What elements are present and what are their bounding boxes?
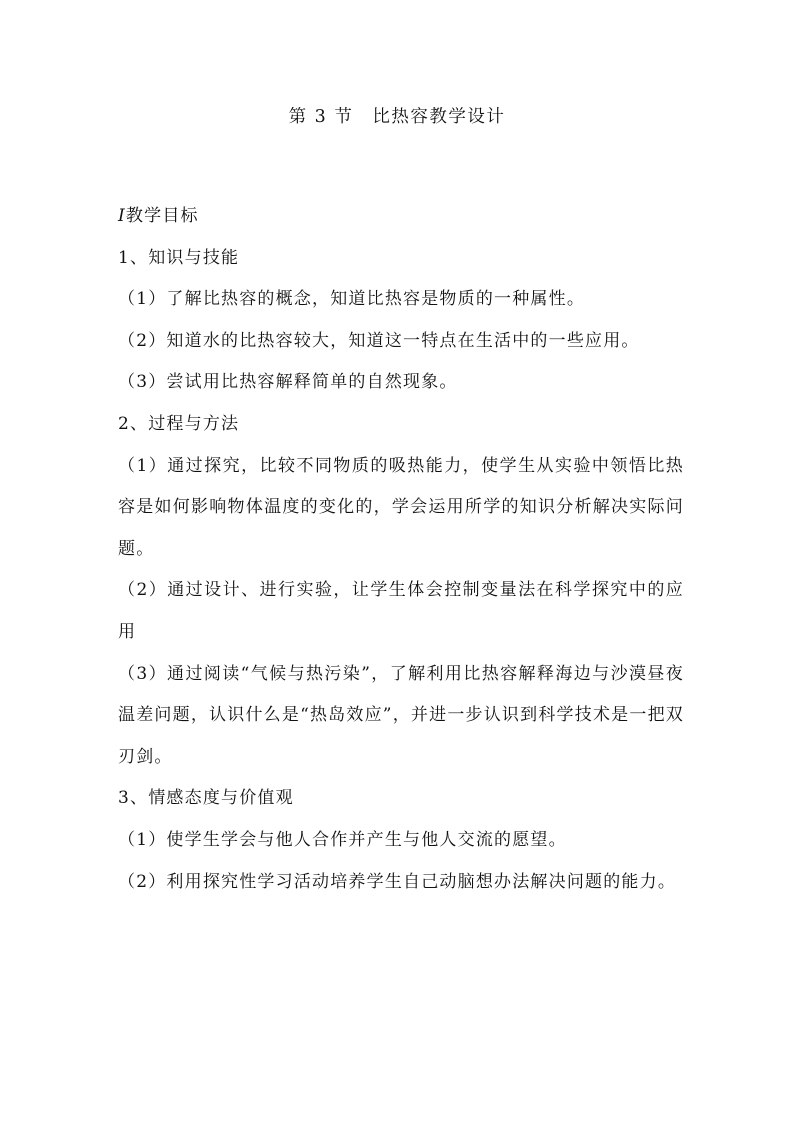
list-item: （2）利用探究性学习活动培养学生自己动脑想办法解决问题的能力。: [118, 871, 677, 892]
section-heading: [118, 196, 684, 238]
subsection-heading-attitude: 3、情感态度与价值观: [118, 788, 294, 809]
subsection-heading-knowledge: 1、知识与技能: [118, 247, 240, 268]
list-item: （2）知道水的比热容较大，知道这一特点在生活中的一些应用。: [118, 330, 640, 351]
list-item: （3）通过阅读“气候与热污染”，了解利用比热容解释海边与沙漠昼夜温差问题，认识什么是“热岛效应”，并进一步认识到科学技术是一把双刃剑。: [118, 663, 684, 767]
list-item: （3）尝试用比热容解释简单的自然现象。: [118, 372, 458, 393]
list-item: （1）通过探究，比较不同物质的吸热能力，使学生从实验中领悟比热容是如何影响物体温度的变化的，学会运用所学的知识分析解决实际问题。: [118, 455, 684, 559]
list-item: （2）通过设计、进行实验，让学生体会控制变量法在科学探究中的应用: [118, 580, 684, 642]
document-title: 第 3 节 比热容教学设计: [288, 107, 506, 127]
list-item: （1）了解比热容的概念，知道比热容是物质的一种属性。: [118, 289, 586, 310]
section-heading-marker: I: [118, 206, 126, 226]
subsection-heading-process: 2、过程与方法: [118, 413, 240, 434]
list-item: （1）使学生学会与他人合作并产生与他人交流的愿望。: [118, 829, 567, 850]
section-heading-text: 教学目标: [125, 206, 199, 226]
document-body: [118, 196, 684, 903]
